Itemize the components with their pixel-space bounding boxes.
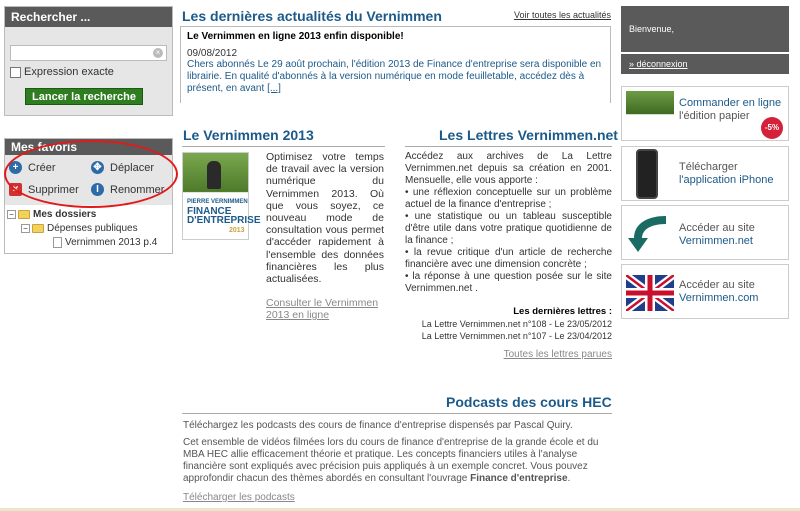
letters-intro: Accédez aux archives de La Lettre Vernimmen.net depuis sa création en 2001. Mensuelle, elle vous apporte : — [405, 151, 612, 186]
letters-section-title: Les Lettres Vernimmen.net — [439, 127, 618, 143]
book-name: Finance d'entreprise — [470, 473, 568, 484]
clear-icon[interactable]: × — [153, 48, 163, 58]
letter-link[interactable]: La Lettre Vernimmen.net n°107 - Le 23/04/2012 — [421, 331, 612, 341]
podcasts-section-title: Podcasts des cours HEC — [446, 394, 612, 410]
collapse-icon[interactable]: − — [21, 224, 30, 233]
book-cover-title: FINANCE D'ENTREPRISE — [187, 206, 261, 226]
welcome-box: Bienvenue, — [621, 6, 789, 52]
folder-icon — [18, 210, 30, 219]
news-item — [180, 26, 611, 103]
news-item-title[interactable]: Le Vernimmen en ligne 2013 enfin disponible! — [187, 31, 404, 42]
exact-expression-option[interactable] — [10, 66, 114, 78]
see-all-news-link[interactable]: Voir toutes les actualités — [513, 10, 611, 20]
delete-label: Supprimer — [28, 183, 79, 196]
search-input[interactable] — [10, 45, 167, 61]
iphone-icon — [636, 149, 658, 199]
podcasts-description: Cet ensemble de vidéos filmées lors du cours de finance d'entreprise de la grande école et du MBA HEC allie efficacement théorie et pratique. Les concepts financiers utiles à l'analyse financière sont expliqués avec précision puis appliqués à un exemple concret. Vous pouvez approfondir chacun des thèmes abordés en consultant l'ouvrage Finance d'entreprise. — [183, 437, 599, 484]
divider — [182, 146, 385, 147]
letters-bullet: • une réflexion conceptuelle sur un problème actuel de la finance d'entreprise ; — [405, 187, 612, 210]
tree-folder-label: Dépenses publiques — [47, 223, 138, 234]
latest-letters-label: Les dernières lettres : — [513, 306, 612, 317]
tree-folder[interactable] — [21, 223, 138, 234]
tree-file-label: Vernimmen 2013 p.4 — [65, 237, 158, 248]
move-icon: ✥ — [91, 161, 104, 174]
letters-description — [405, 151, 612, 295]
letters-bullet: • la revue critique d'un article de recherche financière avec une dimension concrète ; — [405, 247, 612, 270]
divider — [405, 146, 612, 147]
exact-expression-checkbox[interactable] — [10, 67, 21, 78]
logout-link[interactable]: » déconnexion — [621, 54, 789, 74]
folder-icon — [32, 224, 44, 233]
book-cover-image[interactable] — [182, 152, 261, 240]
book-cover-author: PIERRE VERNIMMEN — [187, 199, 248, 205]
vernimmen-net-promo[interactable]: Accéder au site Vernimmen.net — [621, 205, 789, 260]
letters-bullet: • une statistique ou un tableau susceptible d'être utile dans votre pratique quotidienne de la finance ; — [405, 211, 612, 246]
rename-icon: I — [91, 183, 104, 196]
search-button[interactable]: Lancer la recherche — [25, 88, 143, 105]
create-icon: + — [9, 161, 22, 174]
create-label: Créer — [28, 161, 56, 174]
order-print-edition-promo[interactable]: Commander en ligne l'édition papier -5% — [621, 86, 789, 141]
move-label: Déplacer — [110, 161, 155, 174]
news-title: Les dernières actualités du Vernimmen — [182, 8, 442, 24]
news-item-date: 09/08/2012 — [187, 48, 238, 59]
discount-badge: -5% — [761, 117, 783, 139]
collapse-icon[interactable]: − — [7, 210, 16, 219]
tree-root[interactable] — [7, 209, 96, 220]
read-more-link[interactable]: [...] — [267, 83, 281, 94]
book-cover-figure — [207, 161, 221, 189]
annotation-circle — [4, 140, 178, 208]
uk-flag-icon — [626, 275, 674, 311]
letters-bullet: • la réponse à une question posée sur le site Vernimmen.net . — [405, 271, 612, 294]
search-panel-title: Rechercher ... — [5, 7, 172, 27]
news-item-body: Chers abonnés Le 29 août prochain, l'édition 2013 de Finance d'entreprise sera disponible en librairie. En qualité d'abonnés à la version numérique en mode feuilletable, accédez dès à présent, en avant [...] — [187, 59, 602, 94]
divider — [182, 413, 612, 414]
consult-online-link[interactable]: Consulter le Vernimmen 2013 en ligne — [266, 297, 379, 321]
download-podcasts-link[interactable]: Télécharger les podcasts — [183, 492, 295, 503]
book-cover-year: 2013 — [229, 227, 245, 234]
rename-label: Renommer — [110, 183, 165, 196]
iphone-app-promo[interactable]: Télécharger l'application iPhone — [621, 146, 789, 201]
favorites-title: Mes favoris — [5, 139, 172, 155]
tree-root-label: Mes dossiers — [33, 209, 97, 220]
news-section — [180, 6, 611, 103]
letter-link[interactable]: La Lettre Vernimmen.net n°108 - Le 23/05/2012 — [421, 319, 612, 329]
all-letters-link[interactable]: Toutes les lettres parues — [503, 349, 612, 360]
book-description: Optimisez votre temps de travail avec la version numérique du Vernimmen 2013. Où que vous soyez, ce nouveau mode de consultation vous permet d'accéder rapidement à l'ensemble des données financières les plus actualisées. — [266, 151, 384, 286]
book-thumbnail — [626, 91, 674, 137]
tree-file[interactable] — [53, 237, 157, 248]
exact-expression-label: Expression exacte — [24, 66, 114, 78]
arrow-icon — [626, 210, 674, 256]
book-section-title: Le Vernimmen 2013 — [183, 127, 314, 143]
document-icon — [53, 237, 62, 248]
podcasts-intro: Téléchargez les podcasts des cours de finance d'entreprise dispensés par Pascal Quiry. — [183, 420, 573, 431]
search-panel — [4, 6, 173, 116]
vernimmen-com-promo[interactable]: Accéder au site Vernimmen.com — [621, 264, 789, 319]
delete-icon: × — [9, 183, 22, 196]
